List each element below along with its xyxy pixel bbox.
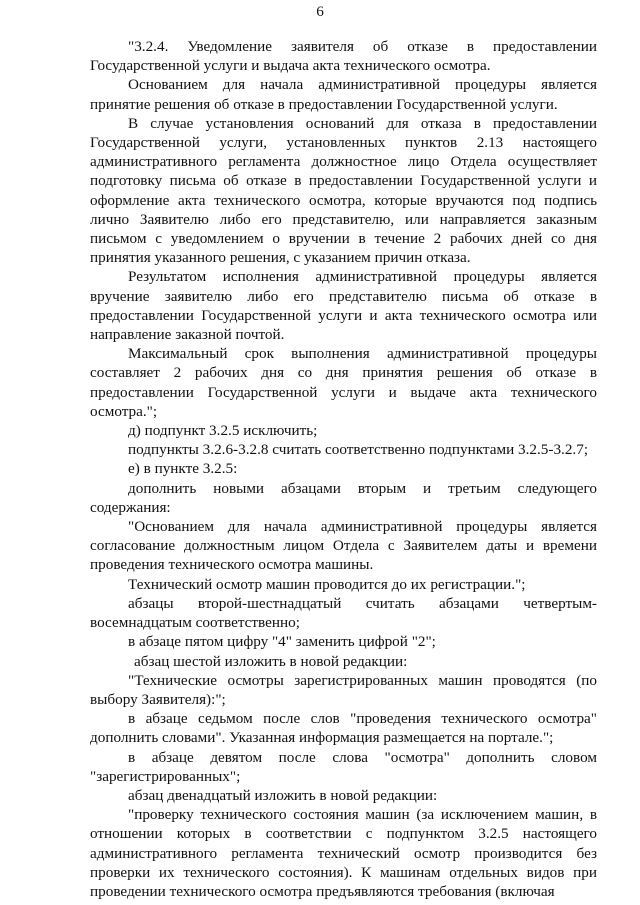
paragraph: абзац двенадцатый изложить в новой редакции:	[128, 786, 438, 804]
paragraph: Основанием для начала административной процедуры является принятие решения об отказе в предоставлении Государственной услуги.	[90, 76, 597, 113]
paragraph: Максимальный срок выполнения административной процедуры составляет 2 рабочих дня со дня принятия решения об отказе в предоставлении Государственной услуги и выдаче акта технического осмотра.";	[90, 345, 597, 420]
document-body	[90, 37, 597, 901]
paragraph: "Технические осмотры зарегистрированных машин проводятся (по выбору Заявителя):";	[90, 671, 597, 708]
paragraph: в абзаце пятом цифру "4" заменить цифрой "2";	[128, 633, 436, 651]
paragraph: Технический осмотр машин проводится до их регистрации.";	[128, 575, 526, 593]
paragraph: д) подпункт 3.2.5 исключить;	[128, 422, 318, 440]
paragraph: в абзаце седьмом после слов "проведения технического осмотра" дополнить словами". Указанная информация размещается на портале.";	[90, 710, 597, 747]
page-number: 6	[316, 3, 324, 20]
paragraph: абзац шестой изложить в новой редакции:	[134, 652, 408, 670]
paragraph: в абзаце девятом после слова "осмотра" дополнить словом "зарегистрированных";	[90, 748, 597, 785]
paragraph: дополнить новыми абзацами вторым и третьим следующего содержания:	[90, 479, 597, 516]
paragraph: "Основанием для начала административной процедуры является согласование должностным лицом Отдела с Заявителем даты и времени проведения технического осмотра машины.	[90, 518, 597, 574]
paragraph: е) в пункте 3.2.5:	[128, 460, 238, 478]
paragraph: "3.2.4. Уведомление заявителя об отказе в предоставлении Государственной услуги и выдача акта технического осмотра.	[90, 38, 597, 75]
paragraph: Результатом исполнения административной процедуры является вручение заявителю либо его представителю письма об отказе в предоставлении Государственной услуги и акта технического осмотра или направление заказной почтой.	[90, 268, 597, 344]
paragraph: В случае установления оснований для отказа в предоставлении Государственной услуги, установленных пунктов 2.13 настоящего административного регламента должностное лицо Отдела осуществляет подготовку письма об отказе в предоставлении Государственной услуги и оформление акта технического осмотра, которые вручаются под подпись лично Заявителю либо его представителю, или направляется заказным письмом с уведомлением о вручении в течение 2 рабочих дней со дня принятия указанного решения, с указанием причин отказа.	[90, 114, 597, 267]
paragraph: "проверку технического состояния машин (за исключением машин, в отношении которых в соответствии с подпунктом 3.2.5 настоящего административного регламента технический осмотр производится без проверки их технического состояния). К машинам отдельных видов при проведении технического осмотра предъявляются требования (включая	[90, 806, 597, 900]
paragraph: абзацы второй-шестнадцатый считать абзацами четвертым-восемнадцатым соответственно;	[90, 594, 597, 632]
paragraph: подпункты 3.2.6-3.2.8 считать соответственно подпунктами 3.2.5-3.2.7;	[128, 441, 589, 459]
